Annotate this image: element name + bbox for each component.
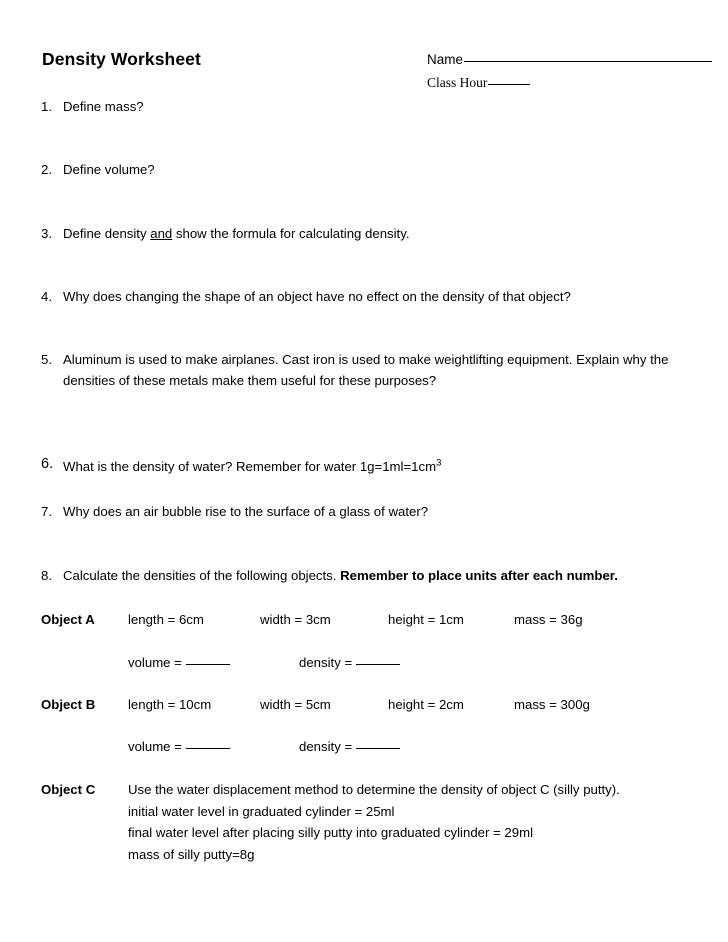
object-b-width: width = 5cm	[260, 697, 331, 712]
class-hour-field-line	[427, 74, 530, 92]
name-field-line	[427, 51, 712, 69]
question-2	[41, 159, 441, 180]
question-3-text	[63, 223, 561, 244]
object-b-volume-blank[interactable]	[186, 748, 230, 749]
object-c-line-3: final water level after placing silly putty into graduated cylinder = 29ml	[128, 825, 533, 840]
object-b-label: Object B	[41, 697, 96, 712]
class-hour-label: Class Hour	[427, 75, 488, 90]
question-3-emphasis: and	[150, 226, 173, 241]
question-8-text	[63, 565, 701, 586]
question-8-text-pre: Calculate the densities of the following objects.	[63, 568, 341, 583]
object-a-volume-field	[128, 652, 230, 673]
object-a-density-blank[interactable]	[356, 664, 400, 665]
question-4	[41, 286, 681, 307]
question-6-text	[63, 456, 561, 477]
question-6-number: 6.	[41, 456, 54, 472]
question-5	[41, 349, 686, 391]
object-c-line-2: initial water level in graduated cylinder = 25ml	[128, 803, 395, 819]
question-2-number: 2.	[41, 162, 52, 177]
object-a-volume-label: volume =	[128, 655, 182, 670]
object-a-density-label: density =	[299, 655, 353, 670]
name-label: Name	[427, 52, 464, 67]
page-title: Density Worksheet	[42, 49, 201, 69]
question-5-text: Aluminum is used to make airplanes. Cast iron is used to make weightlifting equipment. Explain why the densities of these metals make them useful for these purposes?	[63, 352, 669, 388]
object-a-label: Object A	[41, 612, 95, 627]
object-a-mass: mass = 36g	[514, 612, 583, 627]
question-1-text: Define mass?	[63, 99, 144, 114]
question-7-number: 7.	[41, 504, 52, 519]
object-c-line-1: Use the water displacement method to determine the density of object C (silly putty).	[128, 782, 620, 797]
question-2-text: Define volume?	[63, 162, 155, 177]
object-a-length: length = 6cm	[128, 612, 204, 627]
name-blank-rule[interactable]	[464, 61, 712, 62]
question-8-number: 8.	[41, 568, 52, 583]
question-3	[41, 223, 561, 244]
object-a-volume-blank[interactable]	[186, 664, 230, 665]
question-6	[41, 456, 561, 477]
question-8-emphasis: Remember to place units after each number.	[340, 568, 618, 583]
object-b-volume-field	[128, 736, 230, 757]
question-7-text: Why does an air bubble rise to the surface of a glass of water?	[63, 504, 429, 519]
class-hour-blank-rule[interactable]	[488, 84, 530, 85]
question-3-number: 3.	[41, 226, 52, 241]
question-5-number: 5.	[41, 352, 52, 367]
question-1-number: 1.	[41, 99, 52, 114]
question-6-superscript: 3	[436, 457, 442, 469]
question-1	[41, 96, 441, 117]
object-b-density-field	[299, 736, 400, 757]
question-6-text-pre: What is the density of water? Remember for water 1g=1ml=1cm	[63, 459, 437, 474]
question-4-number: 4.	[41, 289, 52, 304]
question-3-text-pre: Define density	[63, 226, 151, 241]
object-b-volume-label: volume =	[128, 739, 182, 754]
object-c-label: Object C	[41, 782, 96, 797]
question-3-text-post: show the formula for calculating density.	[172, 226, 410, 241]
object-a-density-field	[299, 652, 400, 673]
object-b-density-blank[interactable]	[356, 748, 400, 749]
object-b-mass: mass = 300g	[514, 697, 590, 712]
object-c-line-4: mass of silly putty=8g	[128, 846, 255, 862]
object-b-density-label: density =	[299, 739, 353, 754]
question-8	[41, 565, 701, 586]
object-c-lines	[128, 779, 701, 865]
object-b-height: height = 2cm	[388, 697, 464, 712]
object-b-length: length = 10cm	[128, 697, 212, 712]
object-a-height: height = 1cm	[388, 612, 464, 627]
question-7	[41, 501, 541, 522]
object-c-block	[41, 779, 701, 865]
object-a-width: width = 3cm	[260, 612, 331, 627]
question-4-text: Why does changing the shape of an object have no effect on the density of that object?	[63, 289, 571, 304]
